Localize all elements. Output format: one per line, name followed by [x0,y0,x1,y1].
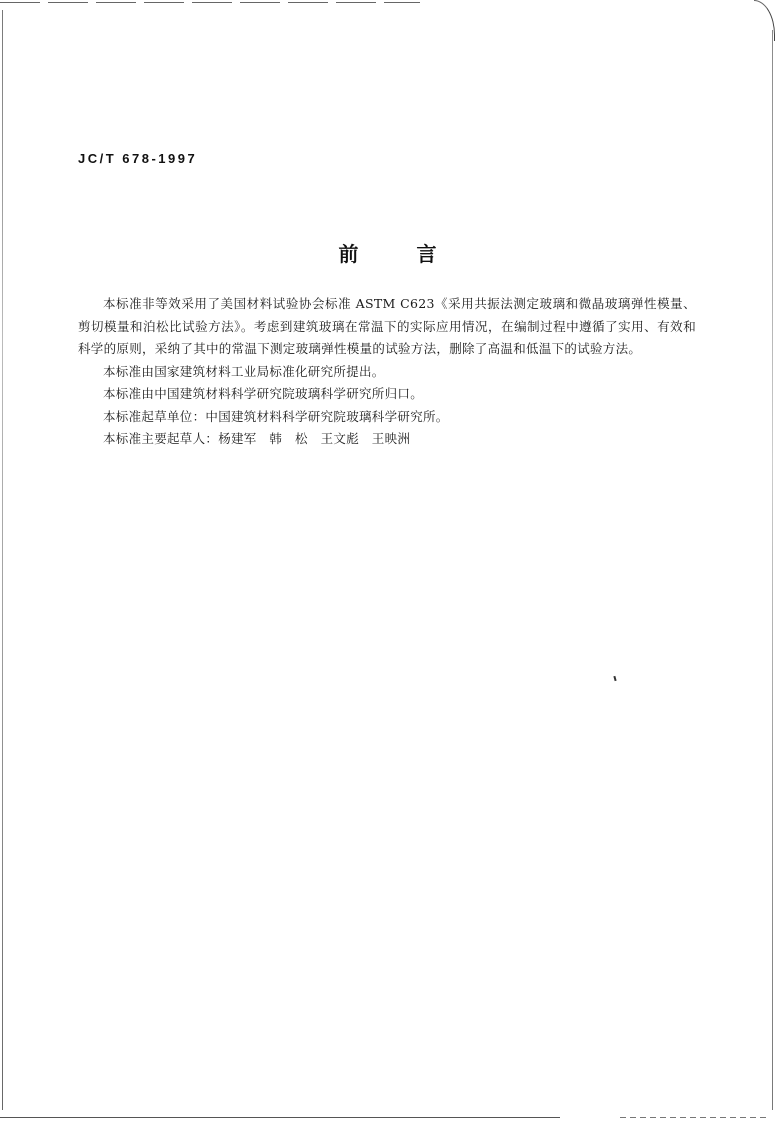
page-title: 前言 [338,242,495,266]
standard-code: JC/T 678-1997 [78,151,198,166]
foreword-body [78,293,696,451]
paragraph-adoption: 本标准非等效采用了美国材料试验协会标准 ASTM C623《采用共振法测定玻璃和微晶玻璃弹性模量、剪切模量和泊松比试验方法》。考虑到建筑玻璃在常温下的实际应用情况，在编制过程中遵循了实用、有效和科学的原则，采纳了其中的常温下测定玻璃弹性模量的试验方法，删除了高温和低温下的试验方法。 [78,296,696,356]
scan-edge-bottom [0,1117,560,1118]
scan-edge-left [2,10,3,1110]
scan-edge-bottom-dashed [620,1117,770,1118]
paragraph-drafting-unit: 本标准起草单位：中国建筑材料科学研究院玻璃科学研究所。 [103,408,449,424]
scan-edge-right [772,30,773,1110]
paragraph-managed-by: 本标准由中国建筑材料科学研究院玻璃科学研究所归口。 [103,386,424,401]
paragraph-drafters: 本标准主要起草人：杨建军 韩 松 王文彪 王映洲 [103,431,411,446]
scan-speck [613,676,616,681]
paragraph-proposed-by: 本标准由国家建筑材料工业局标准化研究所提出。 [103,363,385,379]
scan-edge-top [0,2,420,3]
page-corner-fold [754,0,775,41]
